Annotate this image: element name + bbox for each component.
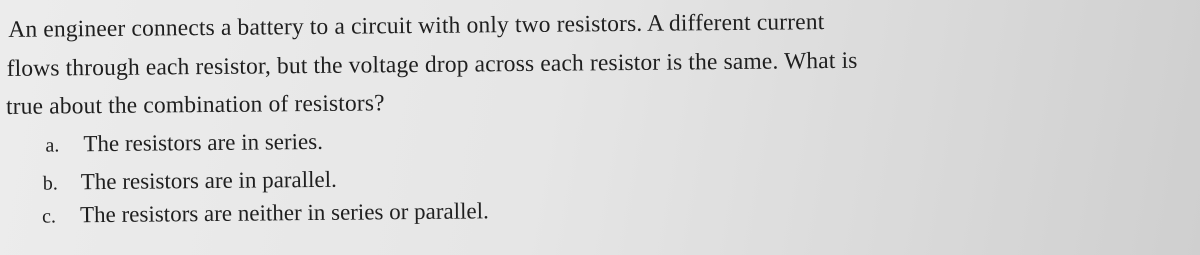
option-a-text: The resistors are in series.	[83, 128, 324, 157]
question-line-3: true about the combination of resistors?	[5, 90, 385, 120]
question-line-1: An engineer connects a battery to a circuit with only two resistors. A different current	[8, 9, 825, 43]
option-b-letter: b.	[42, 172, 58, 195]
option-b	[43, 166, 337, 198]
question-line-2: flows through each resistor, but the voltage drop across each resistor is the same. What is	[6, 47, 858, 82]
option-a	[45, 128, 323, 160]
option-c-letter: c.	[41, 205, 57, 228]
option-c	[42, 197, 489, 230]
option-c-text: The resistors are neither in series or parallel.	[79, 198, 489, 228]
option-a-letter: a.	[45, 134, 60, 157]
option-b-text: The resistors are in parallel.	[80, 166, 337, 195]
